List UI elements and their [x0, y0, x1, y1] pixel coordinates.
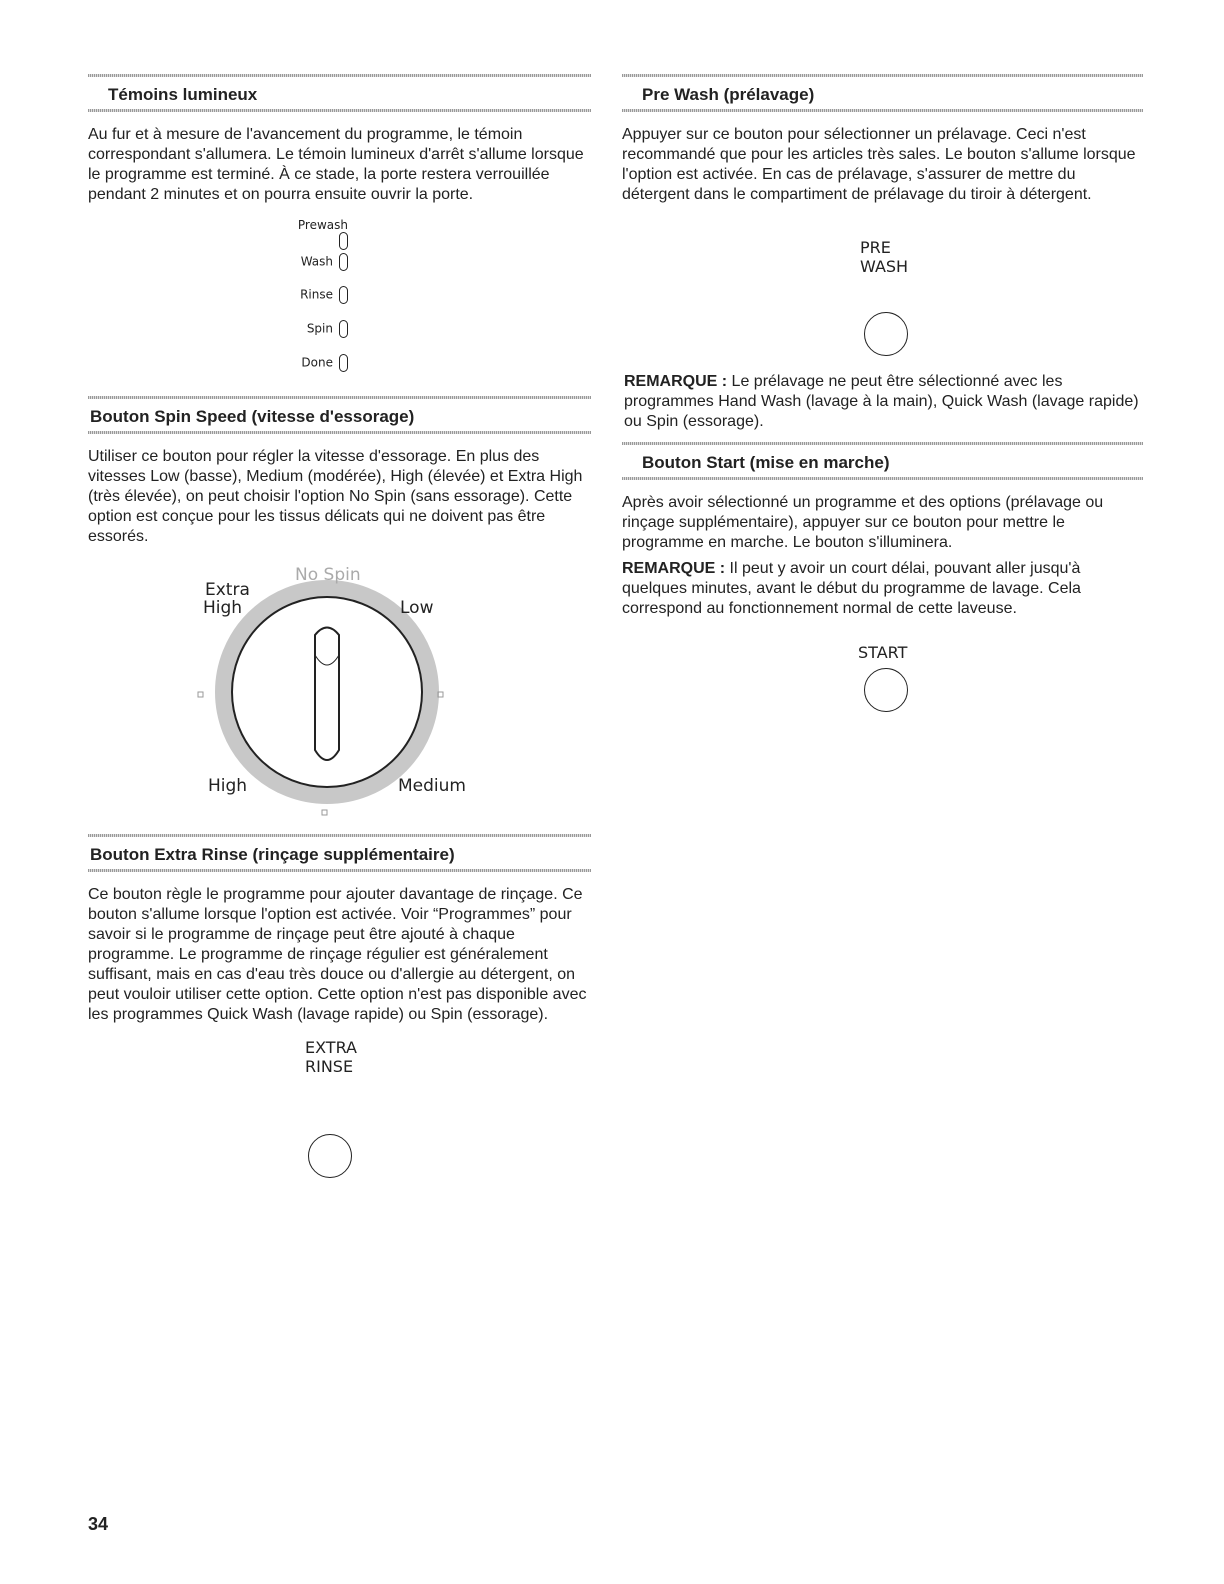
section-start [622, 442, 1143, 619]
indicator-prewash [288, 218, 348, 250]
indicator-rinse [288, 286, 348, 304]
page-number: 34 [88, 1514, 109, 1534]
indicator-label: Rinse [300, 287, 333, 302]
note-text: Il peut y avoir un court délai, pouvant aller jusqu'à quelques minutes, avant le début du programme de lavage. Cela correspond au fonctionnement normal de cette laveuse. [622, 560, 1081, 617]
section-title: Témoins lumineux [108, 85, 258, 104]
indicator-wash [288, 253, 348, 271]
section-text: Utiliser ce bouton pour régler la vitesse d'essorage. En plus des vitesses Low (basse), Medium (modérée), High (élevée) et Extra High (très élevée), on peut choisir l'option No Spin (sans essorage). Cette option est conçue pour les tissus délicats qui ne doivent pas être essorés. [88, 448, 583, 545]
note-label: REMARQUE : [624, 373, 728, 390]
prewash-button[interactable] [864, 312, 908, 356]
label-line: PRE [860, 238, 891, 257]
dial-label-medium: Medium [398, 776, 466, 796]
indicator-label: Prewash [297, 218, 348, 232]
dial-label-extra-high-2: High [203, 598, 243, 618]
label-line: RINSE [305, 1057, 354, 1076]
label-line: EXTRA [305, 1038, 357, 1057]
dial-label-extra-high: Extra [205, 580, 250, 600]
start-button[interactable] [864, 668, 908, 712]
section-spin-speed [88, 396, 591, 547]
section-text: Appuyer sur ce bouton pour sélectionner un prélavage. Ceci n'est recommandé que pour les articles très sales. Le bouton s'allume lorsque l'option est activée. En cas de prélavage, s'assurer de mettre du détergent dans le compartiment de prélavage du tiroir à détergent. [622, 126, 1136, 203]
extra-rinse-button-label [305, 1038, 357, 1076]
section-indicator-lights [88, 74, 591, 205]
divider [88, 109, 591, 112]
indicator-light-icon [339, 232, 348, 250]
prewash-note [624, 372, 1143, 432]
start-note [622, 559, 1143, 619]
dial-label-high: High [208, 776, 248, 796]
divider [622, 109, 1143, 112]
section-title: Bouton Extra Rinse (rinçage supplémentaire) [90, 845, 455, 864]
dial-label-low: Low [400, 598, 434, 618]
note-text: Le prélavage ne peut être sélectionné avec les programmes Hand Wash (lavage à la main), Quick Wash (lavage rapide) ou Spin (essorage). [624, 373, 1139, 430]
section-title: Bouton Start (mise en marche) [642, 453, 890, 472]
divider [622, 477, 1143, 480]
indicator-light-icon [339, 286, 348, 304]
dial-label-no-spin: No Spin [295, 565, 361, 585]
note-label: REMARQUE : [622, 560, 726, 577]
indicator-light-icon [339, 253, 348, 271]
indicator-light-icon [339, 320, 348, 338]
section-text: Au fur et à mesure de l'avancement du programme, le témoin correspondant s'allumera. Le témoin lumineux d'arrêt s'allume lorsque le programme est terminé. À ce stade, la porte restera verrouillée pendant 2 minutes et on pourra ensuite ouvrir la porte. [88, 126, 584, 203]
start-button-label: START [858, 643, 908, 662]
section-title: Pre Wash (prélavage) [642, 85, 815, 104]
divider [88, 431, 591, 434]
indicator-done [288, 354, 348, 372]
prewash-button-label [860, 238, 908, 276]
label-line: WASH [860, 257, 909, 276]
section-prewash [622, 74, 1143, 205]
section-text: Après avoir sélectionné un programme et des options (prélavage ou rinçage supplémentaire), appuyer sur ce bouton pour mettre le programme en marche. Le bouton s'illuminera. [622, 494, 1104, 551]
extra-rinse-button[interactable] [308, 1134, 352, 1178]
indicator-spin [288, 320, 348, 338]
divider [88, 869, 591, 872]
indicator-label: Wash [300, 254, 333, 269]
indicator-label: Spin [306, 321, 333, 336]
section-extra-rinse [88, 834, 591, 1025]
indicator-light-icon [339, 354, 348, 372]
indicator-label: Done [301, 355, 333, 370]
section-title: Bouton Spin Speed (vitesse d'essorage) [90, 407, 415, 426]
section-text: Ce bouton règle le programme pour ajouter davantage de rinçage. Ce bouton s'allume lorsque l'option est activée. Voir “Programmes” pour savoir si le programme de rinçage peut être ajouté à chaque programme. Le programme de rinçage régulier est généralement suffisant, mais en cas d'eau très douce ou d'allergie au détergent, on peut vouloir utiliser cette option. Cette option n'est pas disponible avec les programmes Quick Wash (lavage rapide) ou Spin (essorage). [88, 886, 587, 1023]
